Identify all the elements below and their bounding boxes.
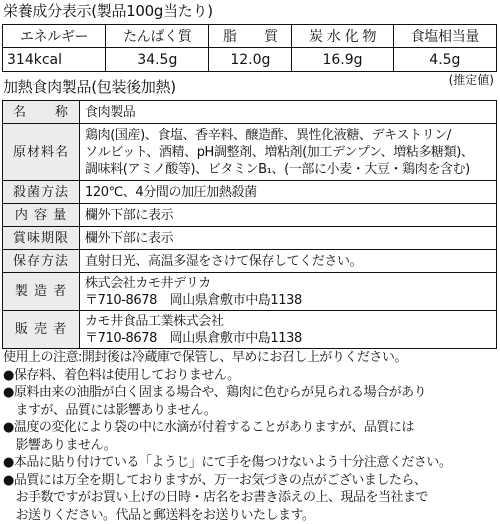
note-line: お送りください。代品と郵送料をお送りいたします。 bbox=[3, 507, 498, 524]
value-line: カモ井食品工業株式会社 bbox=[85, 313, 491, 330]
nutrition-header-row bbox=[3, 25, 497, 48]
header-energy: エネルギー bbox=[3, 25, 106, 48]
note-line: ●温度の変化により袋の中に水滴が付着することがありますが、品質には bbox=[3, 419, 498, 437]
value-line: 直射日光、高温多湿をさけて保存してください。 bbox=[85, 253, 491, 270]
note-line: ●品質には万全を期しておりますが、万一お気づきの点がございましたら、 bbox=[3, 472, 498, 490]
usage-notes bbox=[3, 349, 498, 524]
value-fat: 12.0g bbox=[209, 48, 292, 72]
nutrition-table bbox=[2, 24, 497, 72]
value-protein: 34.5g bbox=[106, 48, 209, 72]
value-name bbox=[80, 101, 497, 124]
label-name: 名 称 bbox=[3, 101, 80, 124]
note-line: ●保存料、着色料は使用しておりません。 bbox=[3, 367, 498, 385]
label-seller: 販 売 者 bbox=[3, 311, 80, 349]
header-fat: 脂 質 bbox=[209, 25, 292, 48]
row-manufacturer bbox=[3, 273, 497, 311]
row-seller bbox=[3, 311, 497, 349]
value-line: 〒710-8678 岡山県倉敷市中島1138 bbox=[85, 292, 491, 309]
label-sterilization: 殺菌方法 bbox=[3, 181, 80, 204]
nutrition-value-row bbox=[3, 48, 497, 72]
label-storage: 保存方法 bbox=[3, 250, 80, 273]
estimate-note: (推定値) bbox=[449, 71, 494, 88]
note-line: ●本品に貼り付けている「ようじ」にて手を傷つけないよう十分注意ください。 bbox=[3, 454, 498, 472]
label-best-before: 賞味期限 bbox=[3, 227, 80, 250]
row-ingredients bbox=[3, 124, 497, 181]
value-line: 鶏肉(国産)、食塩、香辛料、醸造酢、異性化液糖、デキストリン/ bbox=[85, 127, 491, 144]
note-line: お手数ですがお買い上げの日時・店名をお書き添えの上、現品を当社まで bbox=[3, 489, 498, 507]
row-storage bbox=[3, 250, 497, 273]
note-line: ますが、品質には影響ありません。 bbox=[3, 402, 498, 420]
value-line: 株式会社カモ井デリカ bbox=[85, 275, 491, 292]
value-best-before bbox=[80, 227, 497, 250]
note-line: 使用上の注意:開封後は冷蔵庫で保管し、早めにお召し上がりください。 bbox=[3, 349, 498, 367]
value-salt: 4.5g bbox=[393, 48, 496, 72]
product-heading: 加熱食肉製品(包装後加熱) bbox=[3, 78, 176, 96]
value-line: 〒710-8678 岡山県倉敷市中島1138 bbox=[85, 330, 491, 347]
value-line: 120℃、4分間の加圧加熱殺菌 bbox=[85, 184, 491, 201]
value-line: ソルビット、酒精、pH調整剤、増粘剤(加工デンプン、増粘多糖類)、 bbox=[85, 144, 491, 161]
product-info-table bbox=[2, 100, 497, 349]
header-carbohydrate: 炭 水 化 物 bbox=[292, 25, 393, 48]
value-ingredients bbox=[80, 124, 497, 181]
value-line: 欄外下部に表示 bbox=[85, 207, 491, 224]
value-line: 欄外下部に表示 bbox=[85, 230, 491, 247]
value-line: 食肉製品 bbox=[85, 104, 491, 121]
value-storage bbox=[80, 250, 497, 273]
header-protein: たんぱく質 bbox=[106, 25, 209, 48]
value-carbohydrate: 16.9g bbox=[292, 48, 393, 72]
header-salt: 食塩相当量 bbox=[393, 25, 496, 48]
label-net-content: 内 容 量 bbox=[3, 204, 80, 227]
value-energy: 314kcal bbox=[3, 48, 106, 72]
value-sterilization bbox=[80, 181, 497, 204]
row-best-before bbox=[3, 227, 497, 250]
row-name bbox=[3, 101, 497, 124]
value-net-content bbox=[80, 204, 497, 227]
value-manufacturer bbox=[80, 273, 497, 311]
note-line: ●原料由来の油脂が白く固まる場合や、鶏肉に色むらが見られる場合があり bbox=[3, 384, 498, 402]
label-manufacturer: 製 造 者 bbox=[3, 273, 80, 311]
value-seller bbox=[80, 311, 497, 349]
row-net-content bbox=[3, 204, 497, 227]
nutrition-heading: 栄養成分表示(製品100g当たり) bbox=[3, 2, 213, 20]
label-ingredients: 原材料名 bbox=[3, 124, 80, 181]
value-line: 調味料(アミノ酸等)、ビタミンB₁、(一部に小麦・大豆・鶏肉を含む) bbox=[85, 161, 491, 178]
note-line: 影響ありません。 bbox=[3, 437, 498, 455]
row-sterilization bbox=[3, 181, 497, 204]
